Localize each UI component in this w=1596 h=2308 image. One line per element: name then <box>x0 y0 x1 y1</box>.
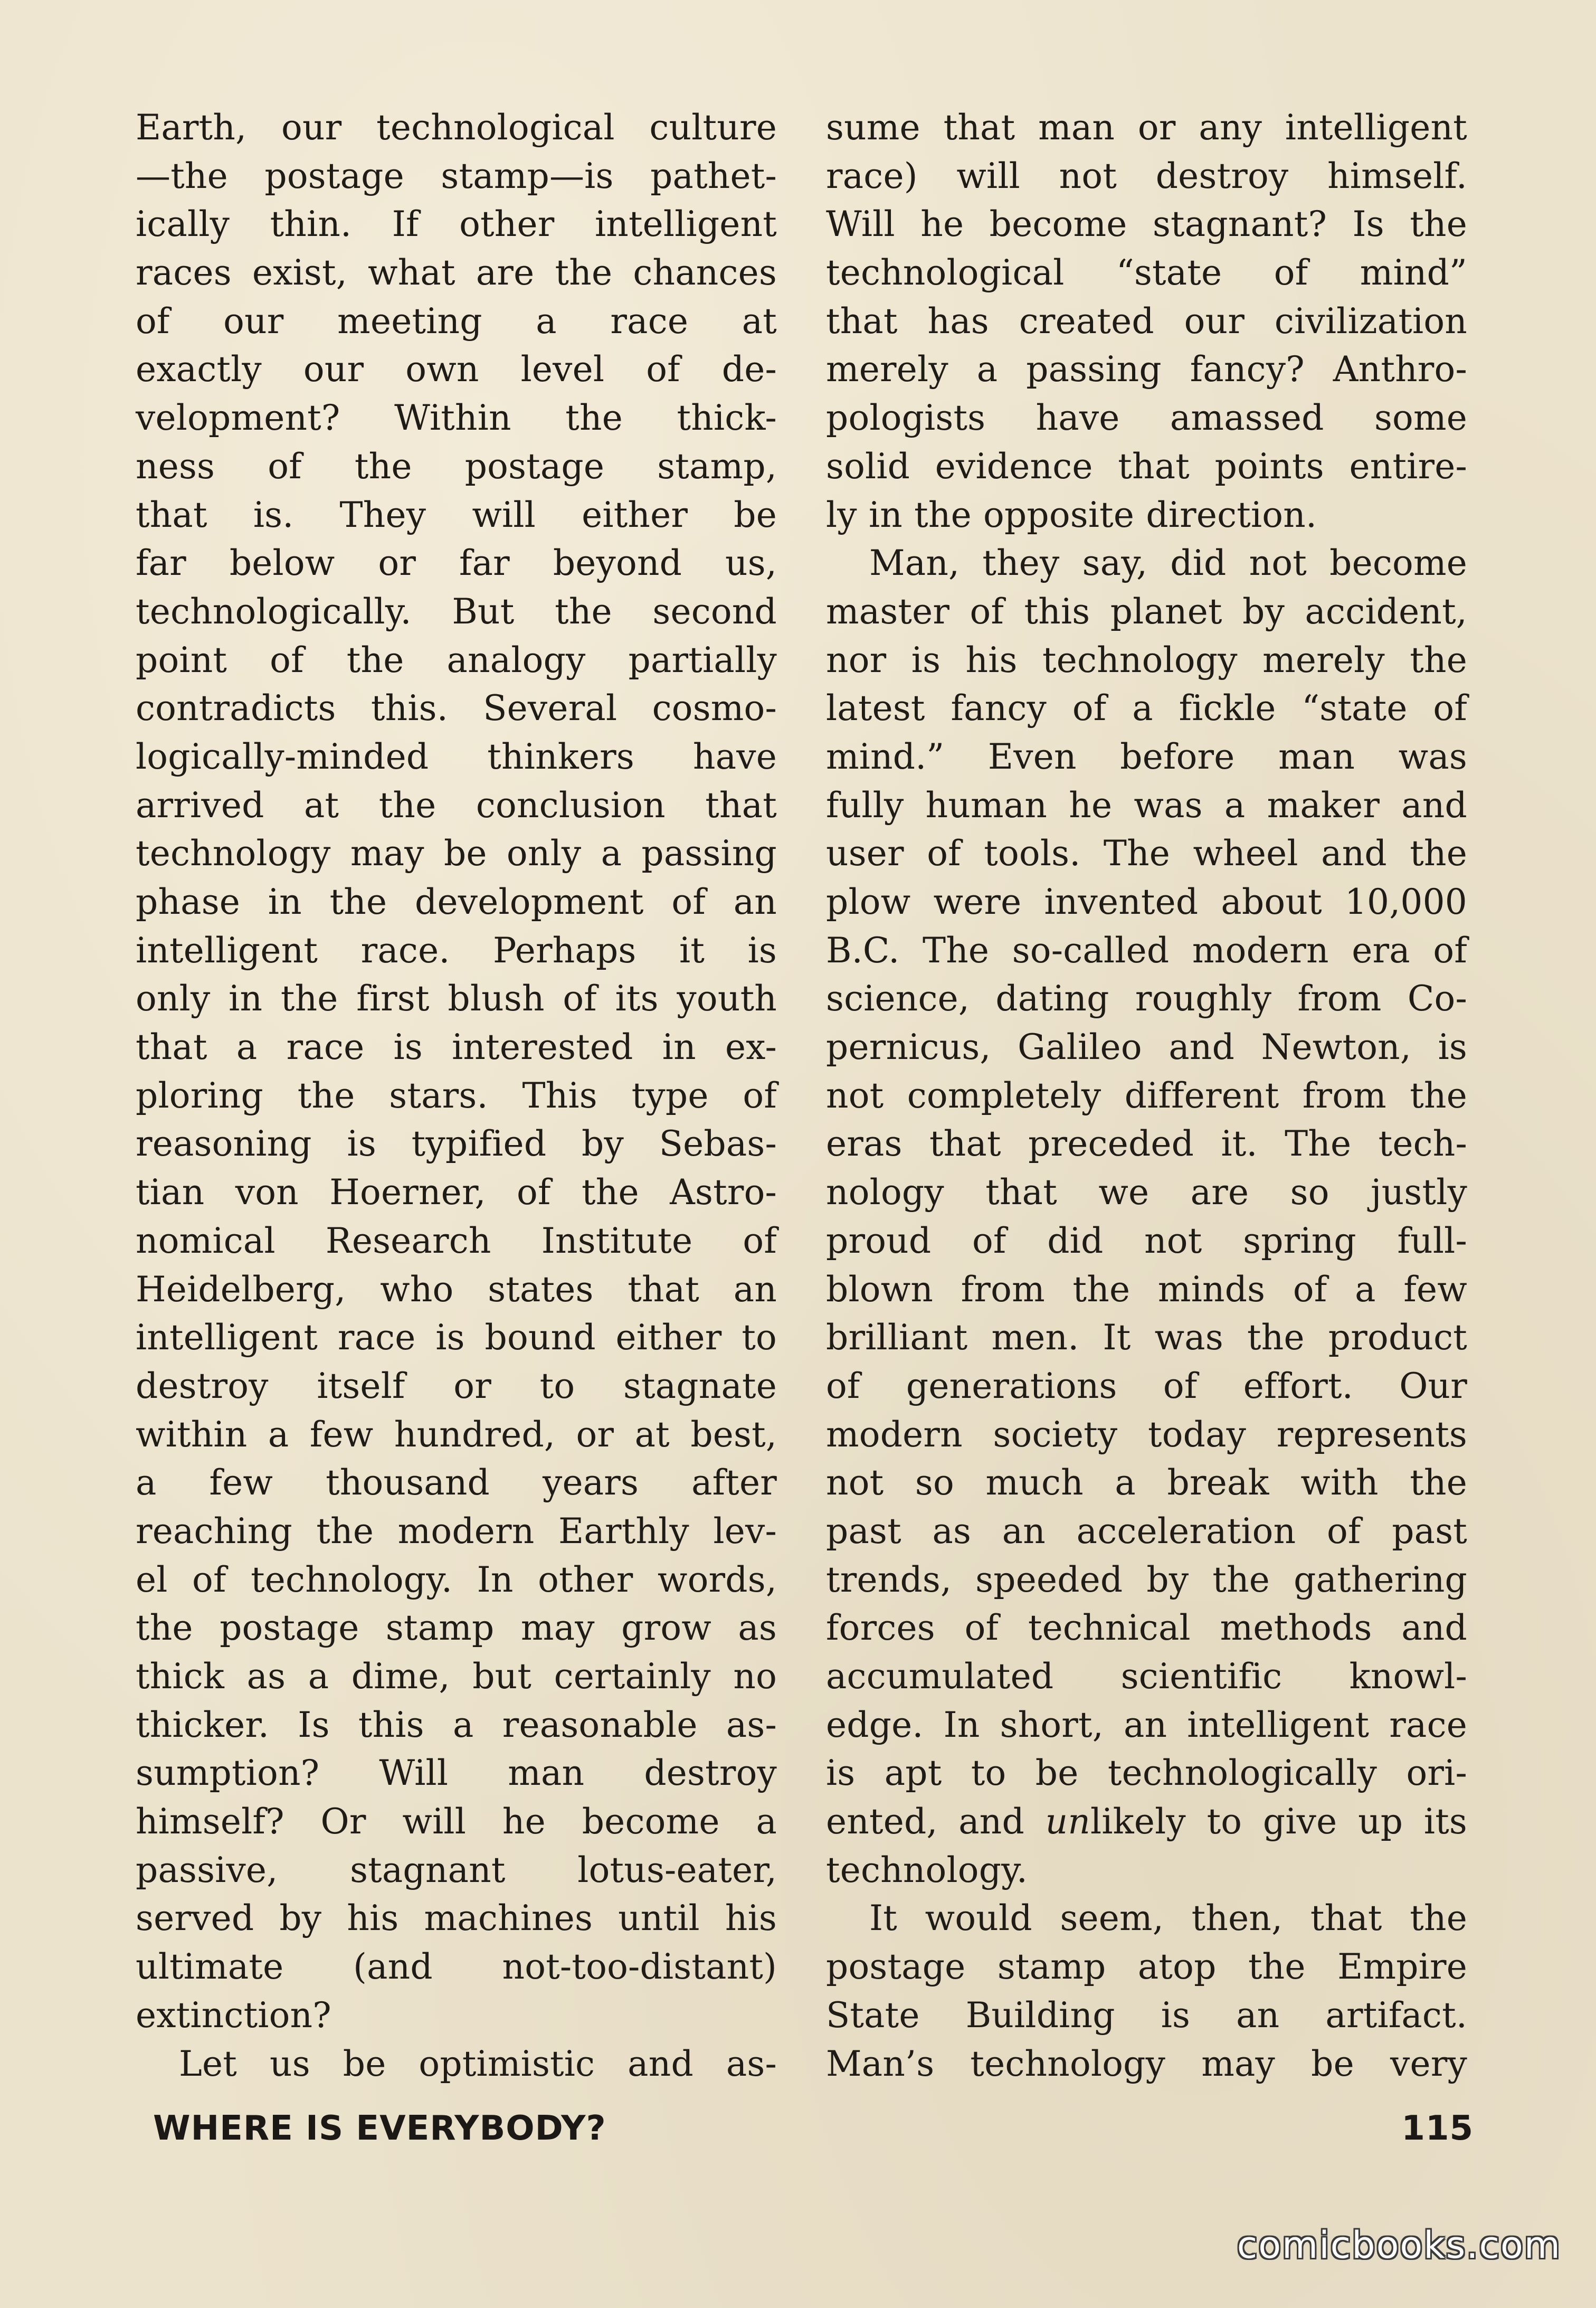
right-text-column <box>826 103 1467 2088</box>
text-line-start: ented, and <box>826 1801 1046 1842</box>
text-line: the postage stamp may grow as <box>136 1607 777 1649</box>
text-line: not so much a break with the <box>826 1462 1467 1503</box>
text-line: himself? Or will he become a <box>136 1801 777 1842</box>
text-line: exactly our own level of de- <box>136 349 777 390</box>
text-line: past as an acceleration of past <box>826 1510 1467 1552</box>
page-number: 115 <box>1401 2109 1474 2148</box>
text-line: passive, stagnant lotus-eater, <box>136 1849 777 1890</box>
text-line: that has created our civilization <box>826 300 1467 342</box>
text-line: of our meeting a race at <box>136 300 777 342</box>
text-line: technology may be only a passing <box>136 833 777 874</box>
text-line: not completely different from the <box>826 1075 1467 1116</box>
text-line: arrived at the conclusion that <box>136 784 777 826</box>
left-text-column <box>136 103 777 2088</box>
text-line: forces of technical methods and <box>826 1607 1467 1649</box>
text-line: ploring the stars. This type of <box>136 1075 777 1116</box>
text-line: Earth, our technological culture <box>136 107 777 148</box>
text-line: only in the first blush of its youth <box>136 978 777 1019</box>
text-line: modern society today represents <box>826 1414 1467 1455</box>
text-line: destroy itself or to stagnate <box>136 1365 777 1406</box>
text-line: State Building is an artifact. <box>826 1994 1467 2036</box>
text-line: sume that man or any intelligent <box>826 107 1467 148</box>
text-line: mind.” Even before man was <box>826 736 1467 777</box>
text-line: eras that preceded it. The tech- <box>826 1123 1467 1165</box>
text-line: that a race is interested in ex- <box>136 1027 777 1068</box>
text-line: within a few hundred, or at best, <box>136 1414 777 1455</box>
text-line: a few thousand years after <box>136 1462 777 1503</box>
text-line: Heidelberg, who states that an <box>136 1269 777 1310</box>
text-line: science, dating roughly from Co- <box>826 978 1467 1019</box>
text-line: race) will not destroy himself. <box>826 155 1467 196</box>
paragraph-first-line: It would seem, then, that the <box>869 1898 1467 1939</box>
text-line: brilliant men. It was the product <box>826 1317 1467 1358</box>
text-line: Man’s technology may be very <box>826 2043 1467 2084</box>
text-line: trends, speeded by the gathering <box>826 1559 1467 1600</box>
text-line: served by his machines until his <box>136 1898 777 1939</box>
text-line: races exist, what are the chances <box>136 252 777 294</box>
text-line: nor is his technology merely the <box>826 639 1467 680</box>
text-line: contradicts this. Several cosmo- <box>136 688 777 729</box>
text-line: accumulated scientific knowl- <box>826 1656 1467 1697</box>
text-line: thick as a dime, but certainly no <box>136 1656 777 1697</box>
text-line: edge. In short, an intelligent race <box>826 1704 1467 1745</box>
text-line-end: likely to give up its <box>1090 1801 1468 1842</box>
text-line: is apt to be technologically ori- <box>826 1753 1467 1794</box>
text-line: reasoning is typified by Sebas- <box>136 1123 777 1165</box>
paragraph-end-line: technology. <box>826 1849 1028 1890</box>
text-line: technologically. But the second <box>136 591 777 632</box>
text-line: pologists have amassed some <box>826 398 1467 439</box>
text-line: blown from the minds of a few <box>826 1269 1467 1310</box>
text-line: fully human he was a maker and <box>826 784 1467 826</box>
text-line: —the postage stamp—is pathet- <box>136 155 777 196</box>
paragraph-first-line: Man, they say, did not become <box>869 543 1467 584</box>
text-line: master of this planet by accident, <box>826 591 1467 632</box>
text-line: technological “state of mind” <box>826 252 1467 294</box>
text-line: B.C. The so-called modern era of <box>826 930 1467 971</box>
text-line: of generations of effort. Our <box>826 1365 1467 1406</box>
text-line: reaching the modern Earthly lev- <box>136 1510 777 1552</box>
text-line: el of technology. In other words, <box>136 1559 777 1600</box>
text-line: that is. They will either be <box>136 494 777 535</box>
watermark: comicbooks.com <box>1237 2224 1561 2267</box>
text-line: intelligent race is bound either to <box>136 1317 777 1358</box>
text-line: merely a passing fancy? Anthro- <box>826 349 1467 390</box>
text-line: intelligent race. Perhaps it is <box>136 930 777 971</box>
text-line: proud of did not spring full- <box>826 1220 1467 1261</box>
text-line: far below or far beyond us, <box>136 543 777 584</box>
text-line: postage stamp atop the Empire <box>826 1946 1467 1988</box>
running-title: WHERE IS EVERYBODY? <box>153 2109 606 2148</box>
text-line: nomical Research Institute of <box>136 1220 777 1261</box>
text-line: velopment? Within the thick- <box>136 398 777 439</box>
text-line: point of the analogy partially <box>136 639 777 680</box>
text-line: phase in the development of an <box>136 882 777 922</box>
paragraph-end-line: extinction? <box>136 1994 331 2036</box>
text-line: thicker. Is this a reasonable as- <box>136 1704 777 1745</box>
italic-emphasis: un <box>1045 1801 1091 1842</box>
text-line: plow were invented about 10,000 <box>826 882 1467 922</box>
text-line: ically thin. If other intelligent <box>136 204 777 245</box>
text-line: latest fancy of a fickle “state of <box>826 688 1467 729</box>
text-line: ultimate (and not-too-distant) <box>136 1946 777 1988</box>
text-line-with-italic <box>826 1798 1467 1846</box>
text-line: tian von Hoerner, of the Astro- <box>136 1172 777 1213</box>
text-line: sumption? Will man destroy <box>136 1753 777 1794</box>
text-line: pernicus, Galileo and Newton, is <box>826 1027 1467 1068</box>
paragraph-end-line: ly in the opposite direction. <box>826 494 1317 535</box>
text-line: user of tools. The wheel and the <box>826 833 1467 874</box>
text-line: nology that we are so justly <box>826 1172 1467 1213</box>
paragraph-first-line: Let us be optimistic and as- <box>179 2043 777 2084</box>
text-line: Will he become stagnant? Is the <box>826 204 1467 245</box>
text-line: solid evidence that points entire- <box>826 446 1467 487</box>
text-line: ness of the postage stamp, <box>136 446 777 487</box>
text-line: logically-minded thinkers have <box>136 736 777 777</box>
